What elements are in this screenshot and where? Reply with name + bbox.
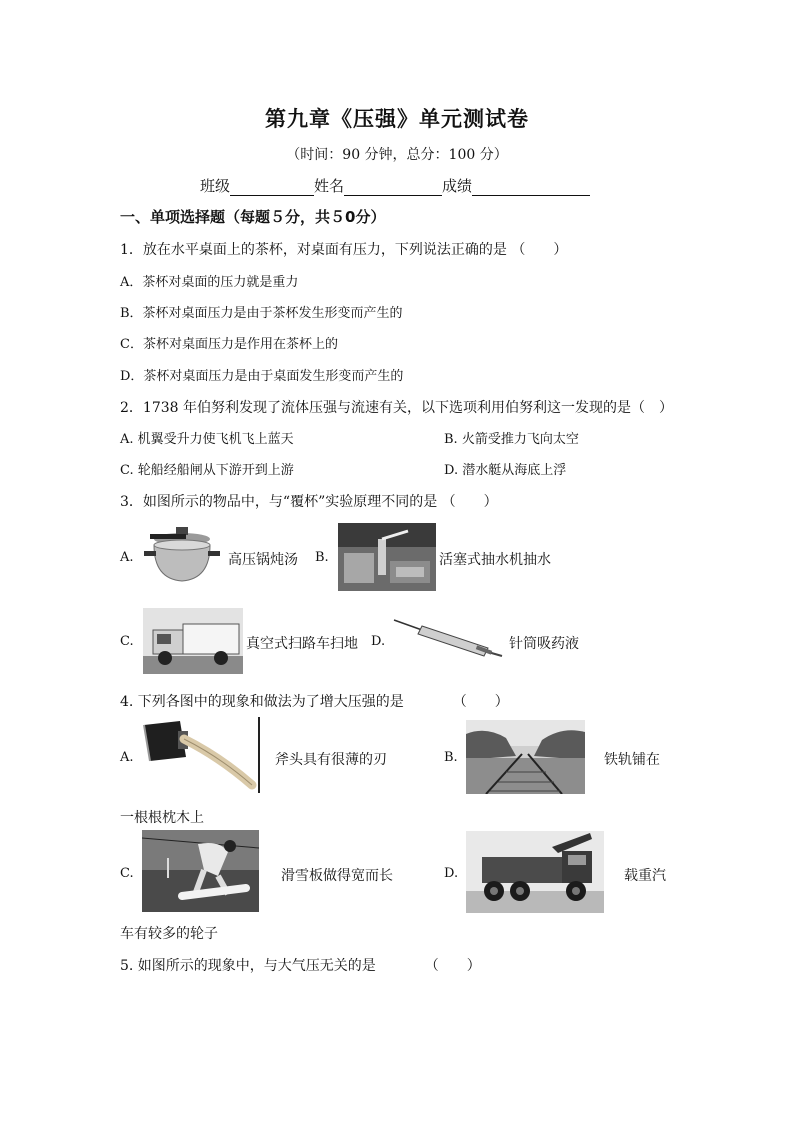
axe-image	[140, 717, 260, 793]
q2-option-b: B. 火箭受推力飞向太空	[444, 432, 579, 447]
q3-option-b-letter: B.	[315, 550, 329, 565]
pressure-cooker-image	[140, 523, 226, 591]
exam-meta: （时间：90 分钟，总分：100 分）	[286, 147, 508, 163]
q4-option-d-text-continued: 车有较多的轮子	[120, 926, 218, 942]
piston-water-pump-image	[338, 523, 436, 591]
snowboarder-image	[142, 830, 259, 912]
q1-option-c: C．茶杯对桌面压力是作用在茶杯上的	[120, 337, 338, 352]
name-label: 姓名	[314, 177, 345, 195]
q3-option-c-text: 真空式扫路车扫地	[246, 636, 358, 652]
question-4-stem: 4. 下列各图中的现象和做法为了增大压强的是 （ ）	[120, 694, 509, 710]
q3-option-a-text: 高压锅炖汤	[228, 552, 298, 568]
q4-option-c-letter: C.	[120, 866, 134, 881]
question-2-stem: 2．1738 年伯努利发现了流体压强与流速有关，以下选项利用伯努利这一发现的是（ ）	[120, 400, 673, 416]
street-sweeper-image	[143, 608, 243, 674]
q3-option-b-text: 活塞式抽水机抽水	[439, 552, 551, 568]
name-blank[interactable]	[344, 179, 442, 196]
q4-option-a-text: 斧头具有很薄的刃	[275, 752, 387, 768]
q4-option-b-text: 铁轨铺在	[604, 752, 660, 768]
heavy-truck-image	[466, 831, 604, 913]
railway-track-image	[466, 720, 585, 794]
question-3-stem: 3．如图所示的物品中，与“覆杯”实验原理不同的是 （ ）	[120, 494, 498, 510]
student-info-row	[200, 175, 590, 196]
q1-option-b: B．茶杯对桌面压力是由于茶杯发生形变而产生的	[120, 306, 403, 321]
q3-option-d-text: 针筒吸药液	[509, 636, 579, 652]
q4-option-c-text: 滑雪板做得宽而长	[281, 868, 393, 884]
q3-option-d-letter: D.	[371, 634, 386, 649]
q2-option-d: D. 潜水艇从海底上浮	[444, 463, 567, 478]
page-title: 第九章《压强》单元测试卷	[265, 106, 529, 131]
q4-option-d-letter: D.	[444, 866, 459, 881]
q3-option-a-letter: A.	[120, 550, 134, 565]
question-5-stem: 5. 如图所示的现象中，与大气压无关的是 （ ）	[120, 958, 481, 974]
score-label: 成绩	[442, 177, 473, 195]
section-heading: 一、单项选择题（每题５分，共５0分）	[120, 208, 386, 226]
q4-option-d-text: 载重汽	[624, 868, 666, 884]
q1-option-a: A．茶杯对桌面的压力就是重力	[120, 275, 299, 290]
q2-option-c: C. 轮船经船闸从下游开到上游	[120, 463, 294, 478]
q4-option-b-text-continued: 一根根枕木上	[120, 810, 204, 826]
syringe-image	[392, 614, 504, 662]
class-label: 班级	[200, 177, 231, 195]
question-1-stem: 1．放在水平桌面上的茶杯，对桌面有压力，下列说法正确的是 （ ）	[120, 242, 568, 258]
q2-option-a: A. 机翼受升力使飞机飞上蓝天	[120, 432, 294, 447]
q4-option-b-letter: B.	[444, 750, 458, 765]
score-blank[interactable]	[472, 179, 590, 196]
q4-option-a-letter: A.	[120, 750, 134, 765]
class-blank[interactable]	[230, 179, 314, 196]
q1-option-d: D．茶杯对桌面压力是由于桌面发生形变而产生的	[120, 369, 404, 384]
q3-option-c-letter: C.	[120, 634, 134, 649]
